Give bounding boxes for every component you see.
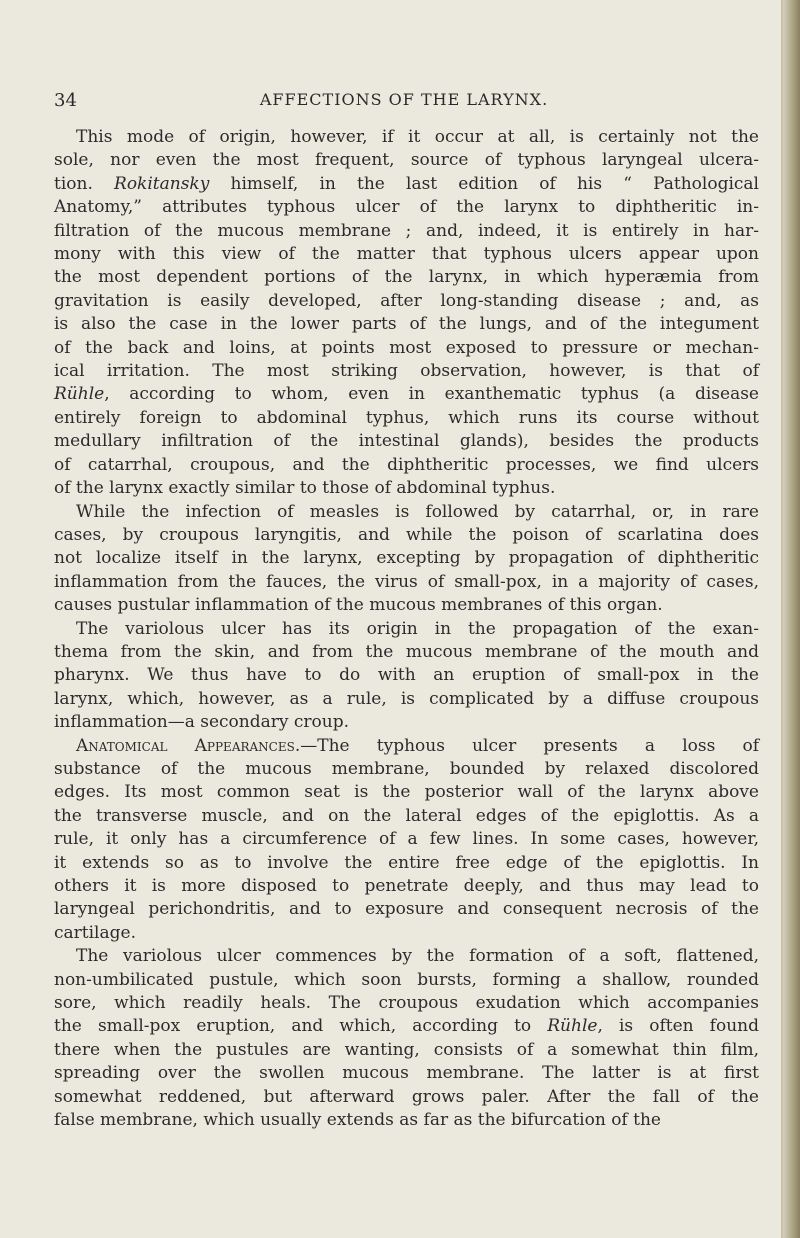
paragraph	[54, 945, 759, 1132]
page-number: 34	[54, 90, 77, 111]
text-line: there when the pustules are wanting, consists of a somewhat thin film,	[54, 1039, 759, 1060]
paragraph	[54, 618, 759, 735]
text-line: inflammation from the fauces, the virus of small-pox, in a majority of cases,	[54, 571, 759, 592]
paragraph	[54, 126, 759, 501]
body-text	[54, 126, 759, 1132]
text-line: spreading over the swollen mucous membrane. The latter is at first	[54, 1063, 759, 1084]
text-line: laryngeal perichondritis, and to exposure and consequent necrosis of the	[54, 899, 759, 920]
text-line: of the larynx exactly similar to those of abdominal typhus.	[54, 478, 556, 499]
text-line: Anatomical Appearances.—The typhous ulcer presents a loss of	[76, 735, 759, 756]
text-line: of catarrhal, croupous, and the diphtheritic processes, we find ulcers	[54, 454, 759, 475]
text-line: thema from the skin, and from the mucous membrane of the mouth and	[54, 641, 759, 662]
page-gutter-shadow	[782, 0, 800, 1238]
text-line: While the infection of measles is followed by catarrhal, or, in rare	[76, 501, 759, 522]
text-line: substance of the mucous membrane, bounded by relaxed discolored	[54, 758, 759, 779]
text-line: the transverse muscle, and on the lateral edges of the epiglottis. As a	[54, 805, 759, 826]
text-line: cartilage.	[54, 922, 136, 943]
text-line: The variolous ulcer has its origin in the propagation of the exan-	[76, 618, 759, 639]
author-name: Rühle	[54, 384, 105, 405]
text-line: false membrane, which usually extends as far as the bifurcation of the	[54, 1110, 661, 1131]
text-line: larynx, which, however, as a rule, is complicated by a diffuse croupous	[54, 688, 759, 709]
page-header	[54, 90, 754, 114]
paragraph	[54, 501, 759, 618]
text-line: causes pustular inflammation of the mucous membranes of this organ.	[54, 595, 663, 616]
text-line: not localize itself in the larynx, excepting by propagation of diphtheritic	[54, 548, 759, 569]
running-title: AFFECTIONS OF THE LARYNX.	[259, 90, 549, 109]
text-line: the most dependent portions of the larynx, in which hyperæmia from	[54, 267, 759, 288]
text-line: cases, by croupous laryngitis, and while the poison of scarlatina does	[54, 524, 759, 545]
text-line: sole, nor even the most frequent, source of typhous laryngeal ulcera-	[54, 150, 759, 171]
text-line: others it is more disposed to penetrate deeply, and thus may lead to	[54, 876, 759, 896]
text-line: gravitation is easily developed, after long-standing disease ; and, as	[54, 290, 759, 311]
page-edge-line	[781, 0, 783, 1238]
text-line: ical irritation. The most striking observation, however, is that of	[54, 361, 759, 382]
text-line: non-umbilicated pustule, which soon bursts, forming a shallow, rounded	[54, 969, 759, 990]
text-line: inflammation—a secondary croup.	[54, 712, 349, 733]
text-line: is also the case in the lower parts of the lungs, and of the integument	[54, 314, 759, 335]
section-heading: Anatomical Appearances.	[76, 735, 301, 756]
text-line: the small-pox eruption, and which, according to Rühle, is often found	[54, 1016, 759, 1037]
text-line: rule, it only has a circumference of a few lines. In some cases, however,	[54, 829, 759, 850]
paragraph	[54, 735, 759, 946]
text-line: filtration of the mucous membrane ; and, indeed, it is entirely in har-	[54, 220, 759, 241]
text-line: tion. Rokitansky himself, in the last edition of his “ Pathological	[54, 173, 759, 194]
text-line: entirely foreign to abdominal typhus, which runs its course without	[54, 407, 759, 428]
text-line: sore, which readily heals. The croupous exudation which accompanies	[54, 993, 759, 1014]
text-line: of the back and loins, at points most exposed to pressure or mechan-	[54, 337, 759, 358]
text-line: medullary infiltration of the intestinal glands), besides the products	[54, 431, 759, 452]
text-line: Rühle, according to whom, even in exanthematic typhus (a disease	[54, 384, 759, 405]
author-name: Rokitansky	[114, 173, 210, 194]
text-line: The variolous ulcer commences by the formation of a soft, flattened,	[76, 946, 759, 967]
text-line: This mode of origin, however, if it occur at all, is certainly not the	[76, 127, 759, 147]
text-line: Anatomy,” attributes typhous ulcer of the larynx to diphtheritic in-	[54, 197, 759, 218]
text-line: somewhat reddened, but afterward grows paler. After the fall of the	[54, 1086, 759, 1107]
author-name: Rühle	[547, 1016, 598, 1037]
text-line: mony with this view of the matter that typhous ulcers appear upon	[54, 244, 759, 265]
text-line: it extends so as to involve the entire free edge of the epiglottis. In	[54, 852, 759, 873]
text-line: edges. Its most common seat is the posterior wall of the larynx above	[54, 782, 759, 803]
text-line: pharynx. We thus have to do with an eruption of small-pox in the	[54, 665, 759, 686]
